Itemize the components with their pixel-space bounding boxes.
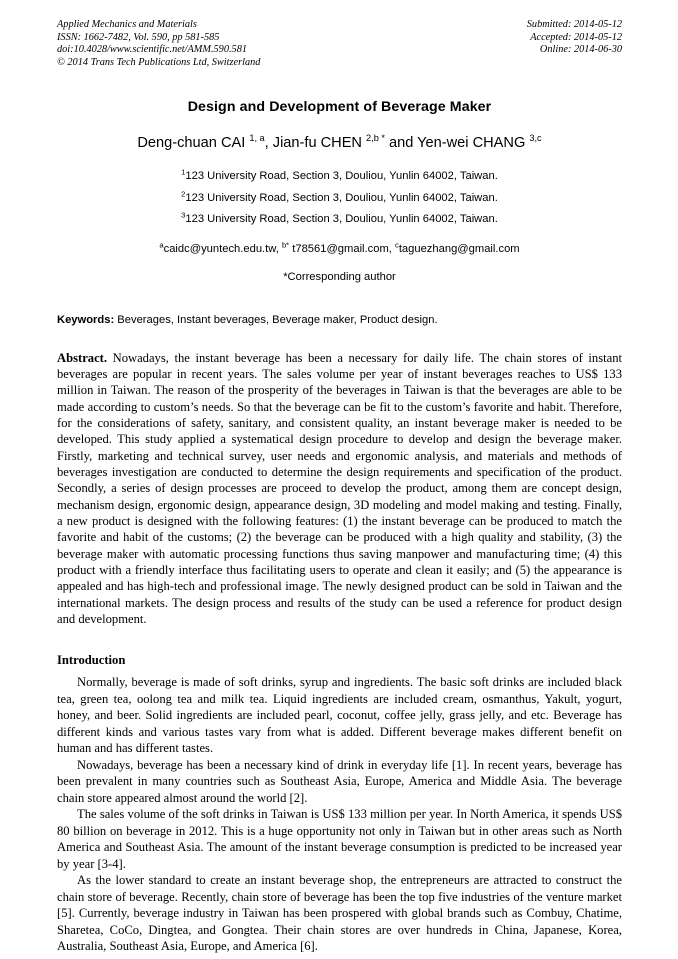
author-byline — [57, 133, 622, 153]
email-marker: a — [159, 239, 164, 249]
body-paragraph: Nowadays, beverage has been a necessary kind of drink in everyday life [1]. In recent years, beverage has been prevalent in many countries such as Southeast Asia, Europe, America and Middle Asia. The beverage chain store appeared almost around the world [2]. — [57, 757, 622, 805]
author-separator: , — [264, 135, 273, 151]
paper-title: Design and Development of Beverage Maker — [187, 99, 492, 115]
body-paragraph: Normally, beverage is made of soft drinks, syrup and ingredients. The basic soft drinks are included black tea, green tea, oolong tea and milk tea. Liquid ingredients are included cream, osmanthus, Yakult, yogurt, honey, and beer. Solid ingredients are included pearl, coconut, coffee jelly, grass jelly, and etc. Beverage has different kinds and various tastes vary from what is added. Different beverage makes different benefit on human and has different tastes. — [57, 675, 622, 756]
abstract-text: Nowadays, the instant beverage has been a necessary for daily life. The chain stores of instant beverages are popular in recent years. The sales volume per year of instant beverages reaches to US$ 133 million in Taiwan. The reason of the prosperity of the beverages in Taiwan is that the beverages are able to be made according to custom’s needs. So that the beverage can be fit to the custom’s favorite and habit. Therefore, for the considerations of safety, sanitary, and consistent quality, an instant beverage maker is needed to be developed. This study applied a systematical design procedure to develop and design the beverage maker. Firstly, marketing and technical survey, user needs and ergonomic analysis, and materials and methods of beverages investigation are conducted to determine the design requirements and specification of the product. Secondly, a series of design processes are proceed to develop the product, among them are concept design, mechanism design, ergonomic design, appearance design, 3D modeling and model making and testing. Finally, a new product is designed with the following features: (1) the instant beverage can be produced to match the favorite and habit of the customs; (2) the beverage can be produced with a high quality and stability, (3) the beverage maker with automatic processing functions thus saving manpower and manufacturing time; (4) this product with a friendly interface thus facilitating users to operate and clean it easily; and (5) the appearance is appealed and has high-tech and professional image. The newly designed product can be sold in Taiwan and the international markets. The design process and results of the study can be used a reference for product design and development. — [57, 350, 622, 626]
body-sections — [57, 652, 622, 955]
journal-copyright: © 2014 Trans Tech Publications Ltd, Switzerland — [57, 56, 261, 68]
author-affiliation-marker: 3,c — [529, 133, 542, 144]
affiliation-marker: 3 — [181, 210, 186, 220]
affiliation-list — [57, 166, 622, 231]
keywords-text: Beverages, Instant beverages, Beverage maker, Product design. — [114, 313, 438, 326]
journal-header-right — [527, 19, 622, 57]
email-separator: , — [275, 242, 282, 255]
email-marker: b* — [281, 239, 290, 249]
submitted-date: Submitted: 2014-05-12 — [526, 19, 622, 30]
email-address[interactable]: caidc@yuntech.edu.tw — [163, 242, 276, 255]
affiliation-line — [57, 188, 622, 210]
corresponding-author-marker: * — [378, 133, 385, 144]
online-date: Online: 2014-06-30 — [539, 44, 622, 56]
journal-header-left — [57, 19, 260, 69]
email-address[interactable]: t78561@gmail.com — [289, 242, 389, 255]
author-name: Jian-fu CHEN — [272, 135, 367, 151]
affiliation-text: 123 University Road, Section 3, Douliou, Yunlin 64002, Taiwan. — [185, 213, 498, 225]
corresponding-author-note: *Corresponding author — [283, 270, 396, 283]
author-name: Yen-wei CHANG — [417, 135, 530, 151]
author-name: Deng-chuan CAI — [137, 135, 250, 151]
body-paragraph: The sales volume of the soft drinks in Taiwan is US$ 133 million per year. In North America, it spends US$ 80 billion on beverage in 2012. This is a huge opportunity not only in Taiwan but in other areas such as North America and Southeast Asia. The amount of the instant beverage consumption is predicted to be increased year by year [3-4]. — [57, 807, 622, 871]
affiliation-line — [57, 166, 622, 188]
keywords-label: Keywords: — [57, 313, 115, 326]
email-marker: c — [395, 239, 399, 249]
author-affiliation-marker: 2,b — [366, 133, 379, 144]
author-emails — [57, 240, 622, 258]
affiliation-text: 123 University Road, Section 3, Douliou, Yunlin 64002, Taiwan. — [185, 170, 498, 182]
author-separator: and — [384, 135, 418, 151]
journal-name: Applied Mechanics and Materials — [57, 19, 197, 30]
journal-header — [57, 19, 622, 77]
email-address[interactable]: taguezhang@gmail.com — [398, 242, 520, 255]
abstract-label: Abstract. — [57, 350, 108, 365]
abstract-block — [57, 350, 622, 628]
body-paragraph: As the lower standard to create an instant beverage shop, the entrepreneurs are attracted to construct the chain store of beverage. Recently, chain store of beverage has been the top five industries of the venture market [5]. Currently, beverage industry in Taiwan has been prospered with global brands such as Combuy, Chatime, Sharetea, CoCo, Dingtea, and Gongtea. Their chain stores are over hundreds in China, Japanese, Korea, Australia, Southeast Asia, Europe, and America [6]. — [57, 873, 622, 954]
email-separator: , — [388, 242, 396, 255]
section-heading: Introduction — [57, 653, 126, 668]
affiliation-text: 123 University Road, Section 3, Douliou, Yunlin 64002, Taiwan. — [185, 191, 498, 204]
affiliation-marker: 2 — [181, 188, 186, 198]
journal-doi: doi:10.4028/www.scientific.net/AMM.590.581 — [57, 44, 247, 56]
author-affiliation-marker: 1, a — [249, 133, 265, 144]
affiliation-line — [57, 209, 622, 231]
accepted-date: Accepted: 2014-05-12 — [530, 31, 622, 43]
keywords-block — [57, 313, 622, 328]
affiliation-marker: 1 — [181, 167, 186, 177]
journal-issn-volume: ISSN: 1662-7482, Vol. 590, pp 581-585 — [57, 31, 220, 43]
